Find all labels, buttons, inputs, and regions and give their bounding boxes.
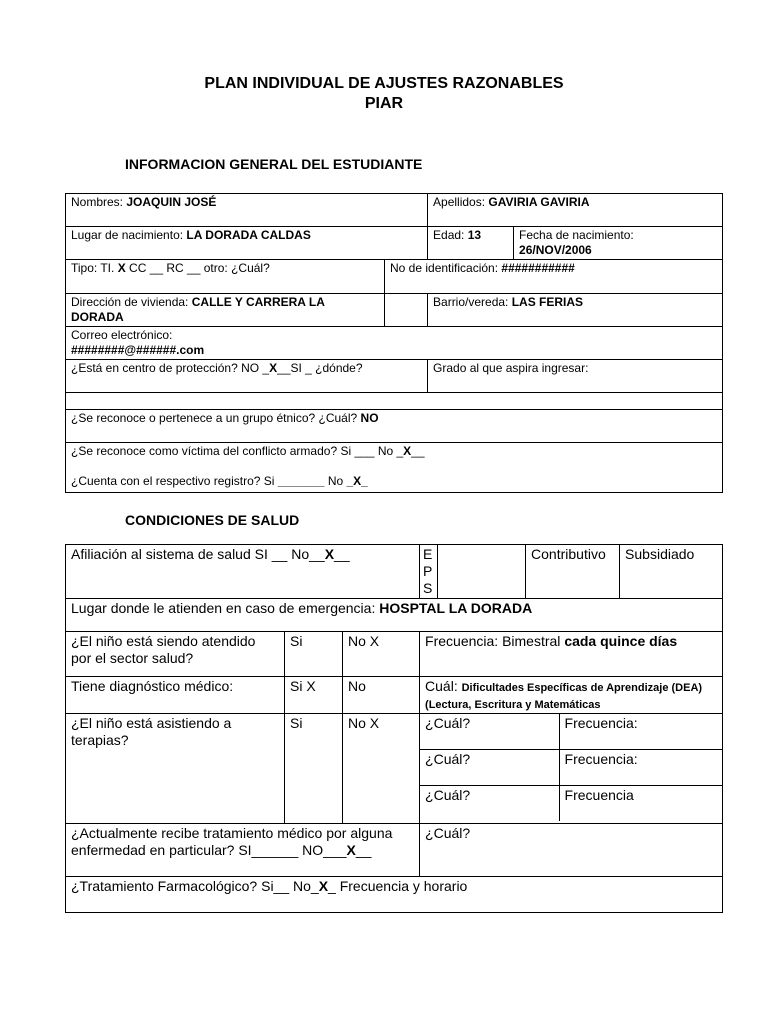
terapia-cual: ¿Cuál? [420,714,559,750]
tipo-documento-cell: Tipo: TI. X CC __ RC __ otro: ¿Cuál? [66,260,385,294]
terapia-frecuencia: Frecuencia [564,787,634,803]
eps-value-cell [438,545,526,599]
lugar-nacimiento-cell: Lugar de nacimiento: LA DORADA CALDAS [66,227,428,260]
atendido-no: No X [343,632,420,677]
edad-cell: Edad: 13 [428,227,514,260]
terapias-question: ¿El niño está asistiendo a terapias? [66,714,285,824]
student-info-table [65,193,723,493]
direccion-cell: Dirección de vivienda: CALLE Y CARRERA LA DORADA [66,294,385,327]
eps-cell: E P S [420,545,438,599]
terapias-detail-cell [420,714,723,824]
frecuencia-cell: Frecuencia: Bimestral cada quince días [420,632,723,677]
terapia-row [420,750,722,786]
diagnostico-cual-cell: Cuál: Dificultades Específicas de Aprendizaje (DEA) (Lectura, Escritura y Matemáticas [420,677,723,714]
terapias-no: No X [343,714,420,824]
contributivo-cell: Contributivo [526,545,620,599]
identificacion-cell: No de identificación: ########### [385,260,723,294]
emergencia-cell: Lugar donde le atienden en caso de emergencia: HOSPTAL LA DORADA [66,599,723,632]
section-title-health: CONDICIONES DE SALUD [125,512,300,528]
diagnostico-no: No [343,677,420,714]
blank-row [66,393,723,410]
grado-cell: Grado al que aspira ingresar: [428,360,723,393]
health-table [65,544,723,913]
terapia-cual: ¿Cuál? [420,750,559,786]
correo-cell: Correo electrónico: ########@######.com [66,327,723,360]
title-line-1: PLAN INDIVIDUAL DE AJUSTES RAZONABLES [204,75,564,92]
nombres-cell: Nombres: JOAQUIN JOSÉ [66,194,428,227]
empty-cell [385,294,428,327]
tratamiento-cell: ¿Actualmente recibe tratamiento médico por alguna enfermedad en particular? SI______ NO___X__ [66,824,420,877]
terapias-si: Si [285,714,343,824]
atendido-question: ¿El niño está siendo atendido por el sector salud? [66,632,285,677]
apellidos-cell: Apellidos: GAVIRIA GAVIRIA [428,194,723,227]
fecha-nacimiento-cell: Fecha de nacimiento: 26/NOV/2006 [514,227,723,260]
barrio-cell: Barrio/vereda: LAS FERIAS [428,294,723,327]
proteccion-cell: ¿Está en centro de protección? NO _X__SI _ ¿dónde? [66,360,428,393]
diagnostico-question: Tiene diagnóstico médico: [66,677,285,714]
afiliacion-cell: Afiliación al sistema de salud SI __ No__X__ [66,545,420,599]
title-line-2: PIAR [364,95,404,112]
section-title-general: INFORMACION GENERAL DEL ESTUDIANTE [125,156,423,172]
farmacologico-cell: ¿Tratamiento Farmacológico? Si__ No_X_ Frecuencia y horario [66,877,723,913]
nombres-value: JOAQUIN JOSÉ [126,195,217,209]
terapia-cual: ¿Cuál? [420,786,559,822]
grupo-etnico-cell: ¿Se reconoce o pertenece a un grupo étnico? ¿Cuál? NO [66,410,723,443]
atendido-si: Si [285,632,343,677]
diagnostico-si: Si X [285,677,343,714]
terapia-row [420,786,722,822]
subsidiado-cell: Subsidiado [620,545,723,599]
tratamiento-cual-cell: ¿Cuál? [420,824,723,877]
terapia-frecuencia: Frecuencia: [559,714,722,750]
terapia-row [420,714,722,750]
terapias-subtable [420,714,722,821]
apellidos-value: GAVIRIA GAVIRIA [488,195,590,209]
terapia-frecuencia: Frecuencia: [559,750,722,786]
victima-registro-cell: ¿Se reconoce como víctima del conflicto armado? Si ___ No _X__ ¿Cuenta con el respectivo registro? Si _______ No _X_ [66,443,723,493]
